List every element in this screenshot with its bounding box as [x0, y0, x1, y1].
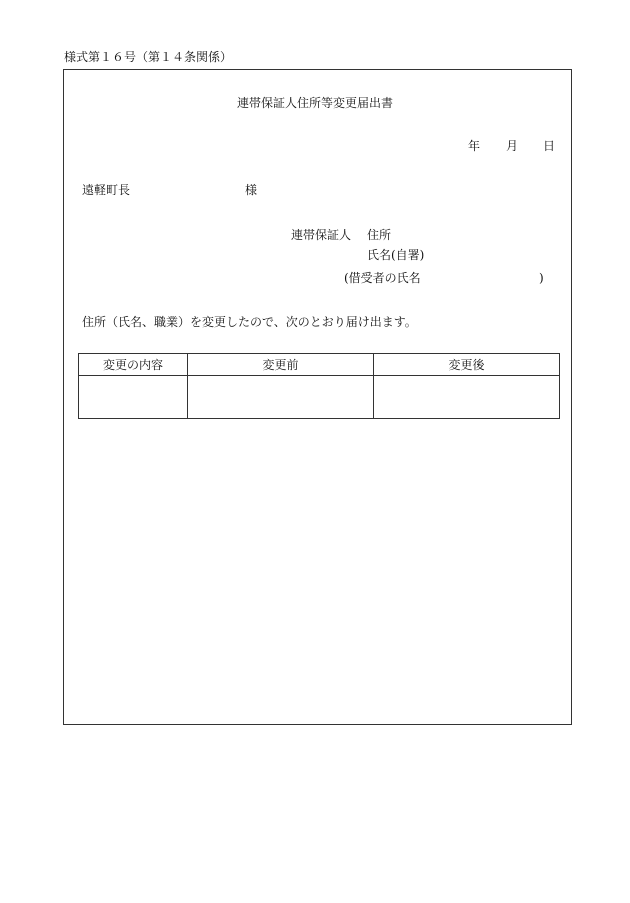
date-month-label: 月	[506, 139, 519, 153]
date-year-label: 年	[468, 139, 481, 153]
cell-before-change	[188, 376, 374, 419]
cell-change-content	[79, 376, 188, 419]
borrower-name-close-paren: )	[539, 271, 544, 285]
addressee-name: 遠軽町長	[82, 183, 131, 197]
document-title: 連帯保証人住所等変更届出書	[237, 96, 394, 110]
cell-after-change	[374, 376, 560, 419]
date-day-label: 日	[543, 139, 556, 153]
guarantor-label: 連帯保証人	[291, 228, 352, 242]
form-number: 様式第１６号（第１４条関係）	[64, 50, 233, 64]
declaration-text: 住所（氏名、職業）を変更したので、次のとおり届け出ます。	[82, 315, 417, 329]
change-table	[78, 353, 560, 419]
guarantor-address-label: 住所	[367, 228, 392, 242]
table-row	[79, 376, 560, 419]
header-before-change: 変更前	[188, 354, 374, 376]
header-after-change: 変更後	[374, 354, 560, 376]
borrower-name-label: (借受者の氏名	[344, 271, 421, 285]
header-change-content: 変更の内容	[79, 354, 188, 376]
guarantor-name-label: 氏名(自署)	[367, 248, 425, 262]
addressee-honorific: 様	[245, 183, 258, 197]
table-header-row	[79, 354, 560, 376]
